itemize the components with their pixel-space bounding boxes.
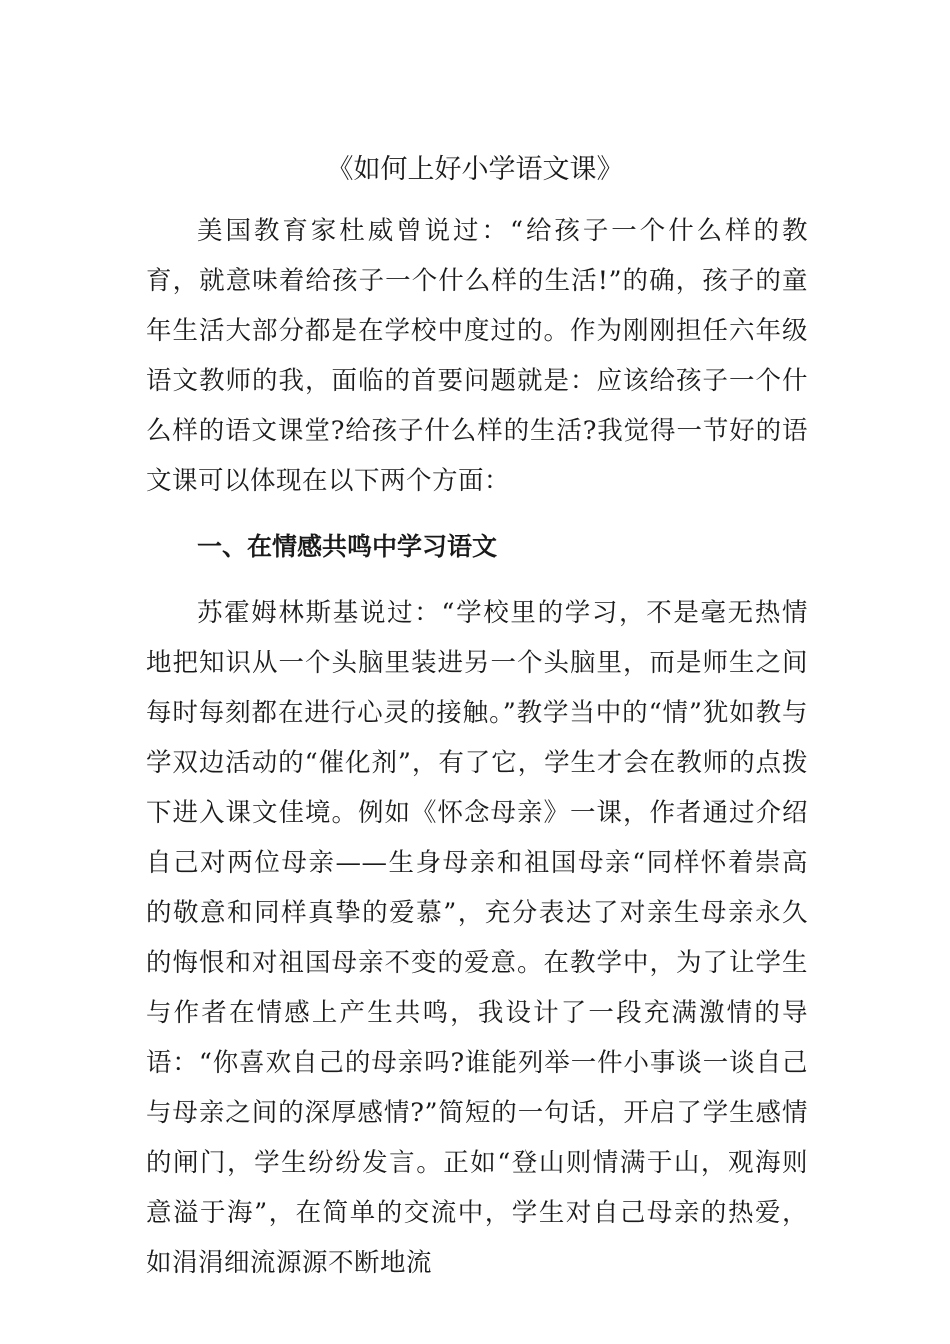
document-body — [146, 206, 808, 1288]
section-heading: 一、在情感共鸣中学习语文 — [197, 532, 498, 561]
intro-paragraph: 美国教育家杜威曾说过：“给孩子一个什么样的教育，就意味着给孩子一个什么样的生活!”的确，孩子的童年生活大部分都是在学校中度过的。作为刚刚担任六年级语文教师的我，面临的首要问题就是：应该给孩子一个什么样的语文课堂?给孩子什么样的生活?我觉得一节好的语文课可以体现在以下两个方面： — [146, 216, 808, 496]
document-title: 《如何上好小学语文课》 — [326, 154, 624, 185]
section-paragraph: 苏霍姆林斯基说过：“学校里的学习，不是毫无热情地把知识从一个头脑里装进另一个头脑里，而是师生之间每时每刻都在进行心灵的接触。”教学当中的“情”犹如教与学双边活动的“催化剂”，有了它，学生才会在教师的点拨下进入课文佳境。例如《怀念母亲》一课，作者通过介绍自己对两位母亲——生身母亲和祖国母亲“同样怀着崇高的敬意和同样真挚的爱慕”，充分表达了对亲生母亲永久的悔恨和对祖国母亲不变的爱意。在教学中，为了让学生与作者在情感上产生共鸣，我设计了一段充满激情的导语：“你喜欢自己的母亲吗?谁能列举一件小事谈一谈自己与母亲之间的深厚感情?”简短的一句话，开启了学生感情的闸门，学生纷纷发言。正如“登山则情满于山，观海则意溢于海”，在简单的交流中，学生对自己母亲的热爱，如涓涓细流源源不断地流 — [146, 598, 808, 1278]
paragraph-gap — [146, 580, 808, 588]
paragraph-gap — [146, 506, 808, 514]
